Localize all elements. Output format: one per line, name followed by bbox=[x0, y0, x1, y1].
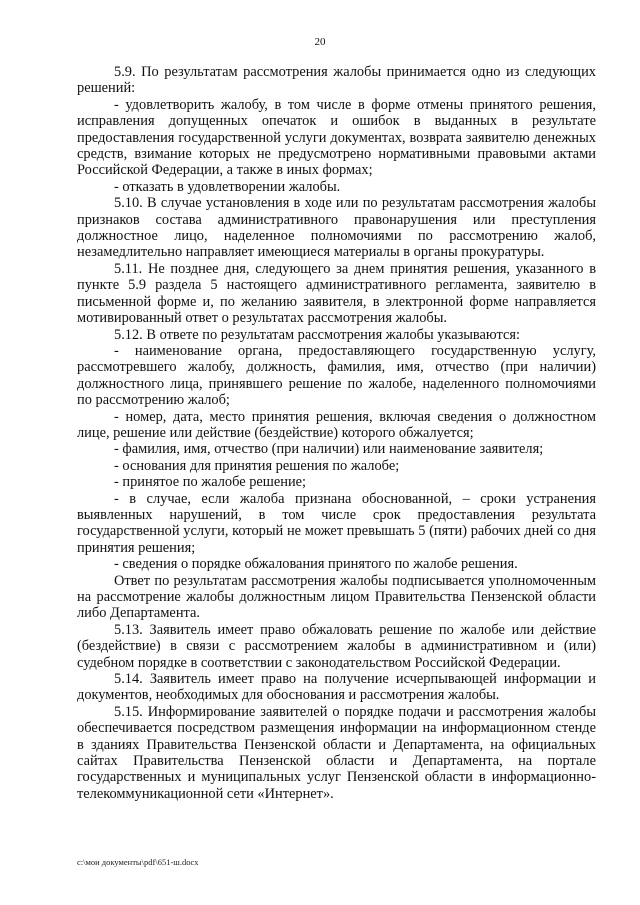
footer-file-path: c:\мои документы\pdf\651-ш.docx bbox=[77, 857, 199, 867]
paragraph: - номер, дата, место принятия решения, включая сведения о должностном лице, решение или действие (бездействие) которого обжалуется; bbox=[77, 408, 596, 441]
paragraph: - наименование органа, предоставляющего государственную услугу, рассмотревшего жалобу, должность, фамилия, имя, отчество (при наличии) должностного лица, принявшего решение по жалобе, наделенного полномочиями по рассмотрению жалоб; bbox=[77, 342, 596, 409]
paragraph: - принятое по жалобе решение; bbox=[114, 474, 307, 491]
paragraph: 5.15. Информирование заявителей о порядке подачи и рассмотрения жалобы обеспечивается посредством размещения информации на информационном стенде в зданиях Правительства Пензенской области и Департамента, на официальных сайтах Правительства Пензенской области и Департамента, на портале государственных и муниципальных услуг Пензенской области в информационно-телекоммуникационной сети «Интернет». bbox=[77, 703, 596, 802]
paragraph: - отказать в удовлетворении жалобы. bbox=[114, 178, 341, 195]
paragraph: 5.10. В случае установления в ходе или по результатам рассмотрения жалобы признаков состава административного правонарушения или преступления должностное лицо, наделенное полномочиями по рассмотрению жалоб, незамедлительно направляет имеющиеся материалы в органы прокуратуры. bbox=[77, 195, 596, 261]
paragraph: - удовлетворить жалобу, в том числе в форме отмены принятого решения, исправления допущенных опечаток и ошибок в выданных в результате предоставления государственной услуги документах, возврата заявителю денежных средств, взимание которых не предусмотрено нормативными правовыми актами Российской Федерации, а также в иных формах; bbox=[77, 96, 596, 179]
paragraph: 5.11. Не позднее дня, следующего за днем принятия решения, указанного в пункте 5.9 раздела 5 настоящего административного регламента, заявителю в письменной форме и, по желанию заявителя, в электронной форме направляется мотивированный ответ о результатах рассмотрения жалобы. bbox=[77, 260, 596, 327]
paragraph: Ответ по результатам рассмотрения жалобы подписывается уполномоченным на рассмотрение жалобы должностным лицом Правительства Пензенской области либо Департамента. bbox=[77, 572, 596, 622]
page-number: 20 bbox=[314, 36, 326, 48]
paragraph: 5.14. Заявитель имеет право на получение исчерпывающей информации и документов, необходимых для обоснования и рассмотрения жалобы. bbox=[77, 671, 596, 704]
paragraph: 5.9. По результатам рассмотрения жалобы принимается одно из следующих решений: bbox=[77, 64, 596, 97]
paragraph: - фамилия, имя, отчество (при наличии) или наименование заявителя; bbox=[114, 441, 544, 458]
paragraph: - сведения о порядке обжалования принятого по жалобе решения. bbox=[114, 556, 518, 573]
paragraph: - основания для принятия решения по жалобе; bbox=[114, 457, 400, 474]
paragraph: 5.13. Заявитель имеет право обжаловать решение по жалобе или действие (бездействие) в связи с рассмотрением жалобы в административном и (или) судебном порядке в соответствии с законодательством Российской Федерации. bbox=[77, 621, 596, 671]
paragraph: 5.12. В ответе по результатам рассмотрения жалобы указываются: bbox=[114, 326, 520, 343]
paragraph: - в случае, если жалоба признана обоснованной, – сроки устранения выявленных нарушений, в том числе срок предоставления результата государственной услуги, который не может превышать 5 (пяти) рабочих дней со дня принятия решения; bbox=[77, 490, 596, 556]
document-body bbox=[77, 64, 596, 802]
